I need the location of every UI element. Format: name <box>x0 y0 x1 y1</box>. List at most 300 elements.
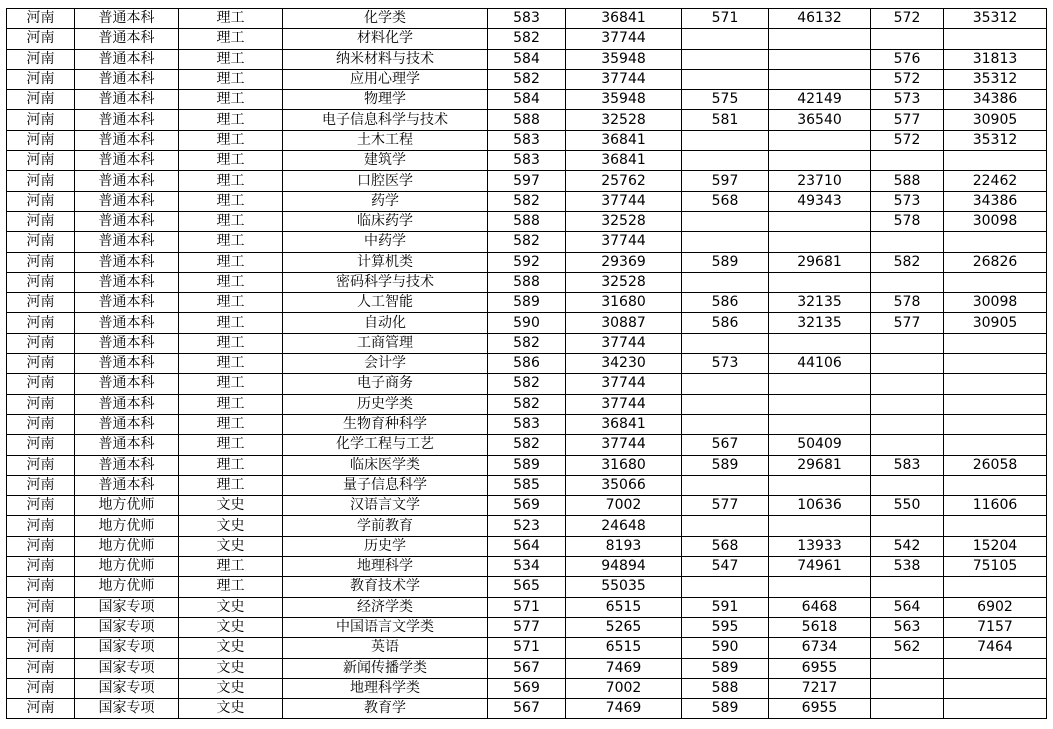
rank-2021-cell <box>944 516 1047 536</box>
province-cell: 河南 <box>7 211 75 231</box>
rank-2023-cell: 7469 <box>566 658 682 678</box>
score-2021-cell: 562 <box>871 638 944 658</box>
table-row <box>7 455 1047 475</box>
batch-type-cell: 普通本科 <box>75 211 179 231</box>
rank-2023-cell: 37744 <box>566 232 682 252</box>
major-cell: 临床药学 <box>283 211 488 231</box>
rank-2022-cell <box>769 414 871 434</box>
province-cell: 河南 <box>7 496 75 516</box>
rank-2021-cell <box>944 678 1047 698</box>
score-2021-cell <box>871 394 944 414</box>
score-2021-cell: 572 <box>871 9 944 29</box>
rank-2022-cell: 44106 <box>769 354 871 374</box>
batch-type-cell: 地方优师 <box>75 536 179 556</box>
score-2021-cell <box>871 414 944 434</box>
rank-2021-cell <box>944 414 1047 434</box>
rank-2021-cell <box>944 374 1047 394</box>
score-2022-cell <box>682 577 769 597</box>
score-2022-cell <box>682 333 769 353</box>
major-cell: 英语 <box>283 638 488 658</box>
major-cell: 应用心理学 <box>283 69 488 89</box>
batch-type-cell: 普通本科 <box>75 435 179 455</box>
province-cell: 河南 <box>7 557 75 577</box>
major-cell: 物理学 <box>283 90 488 110</box>
score-2021-cell: 583 <box>871 455 944 475</box>
rank-2023-cell: 37744 <box>566 374 682 394</box>
score-2022-cell: 589 <box>682 252 769 272</box>
score-2023-cell: 564 <box>488 536 566 556</box>
batch-type-cell: 国家专项 <box>75 638 179 658</box>
score-2022-cell: 595 <box>682 617 769 637</box>
table-row <box>7 475 1047 495</box>
score-2023-cell: 590 <box>488 313 566 333</box>
score-2022-cell: 589 <box>682 658 769 678</box>
table-row <box>7 394 1047 414</box>
subject-category-cell: 理工 <box>179 211 283 231</box>
rank-2021-cell: 30098 <box>944 293 1047 313</box>
batch-type-cell: 普通本科 <box>75 475 179 495</box>
score-2022-cell <box>682 29 769 49</box>
subject-category-cell: 理工 <box>179 435 283 455</box>
subject-category-cell: 理工 <box>179 557 283 577</box>
score-2022-cell: 577 <box>682 496 769 516</box>
score-2021-cell: 578 <box>871 211 944 231</box>
score-2023-cell: 586 <box>488 354 566 374</box>
rank-2021-cell: 6902 <box>944 597 1047 617</box>
batch-type-cell: 地方优师 <box>75 496 179 516</box>
score-2021-cell <box>871 333 944 353</box>
table-row <box>7 272 1047 292</box>
rank-2021-cell: 26826 <box>944 252 1047 272</box>
rank-2022-cell <box>769 374 871 394</box>
rank-2023-cell: 6515 <box>566 597 682 617</box>
subject-category-cell: 文史 <box>179 699 283 719</box>
subject-category-cell: 理工 <box>179 313 283 333</box>
rank-2022-cell: 32135 <box>769 313 871 333</box>
score-2021-cell <box>871 435 944 455</box>
rank-2022-cell: 5618 <box>769 617 871 637</box>
province-cell: 河南 <box>7 90 75 110</box>
rank-2022-cell: 6468 <box>769 597 871 617</box>
score-2022-cell <box>682 130 769 150</box>
major-cell: 历史学类 <box>283 394 488 414</box>
batch-type-cell: 普通本科 <box>75 151 179 171</box>
subject-category-cell: 文史 <box>179 597 283 617</box>
rank-2023-cell: 37744 <box>566 435 682 455</box>
table-row <box>7 29 1047 49</box>
subject-category-cell: 文史 <box>179 516 283 536</box>
score-2023-cell: 588 <box>488 110 566 130</box>
subject-category-cell: 理工 <box>179 151 283 171</box>
batch-type-cell: 地方优师 <box>75 577 179 597</box>
batch-type-cell: 普通本科 <box>75 130 179 150</box>
score-2023-cell: 569 <box>488 496 566 516</box>
table-row <box>7 69 1047 89</box>
table-row <box>7 313 1047 333</box>
batch-type-cell: 国家专项 <box>75 699 179 719</box>
rank-2023-cell: 31680 <box>566 293 682 313</box>
rank-2021-cell <box>944 354 1047 374</box>
batch-type-cell: 普通本科 <box>75 69 179 89</box>
rank-2022-cell: 23710 <box>769 171 871 191</box>
score-2021-cell: 542 <box>871 536 944 556</box>
province-cell: 河南 <box>7 658 75 678</box>
subject-category-cell: 理工 <box>179 110 283 130</box>
subject-category-cell: 文史 <box>179 617 283 637</box>
rank-2021-cell: 30905 <box>944 313 1047 333</box>
rank-2023-cell: 32528 <box>566 110 682 130</box>
score-2022-cell <box>682 232 769 252</box>
score-2023-cell: 583 <box>488 151 566 171</box>
table-row <box>7 191 1047 211</box>
rank-2023-cell: 37744 <box>566 394 682 414</box>
rank-2023-cell: 31680 <box>566 455 682 475</box>
rank-2021-cell <box>944 151 1047 171</box>
rank-2021-cell: 35312 <box>944 69 1047 89</box>
score-2021-cell: 577 <box>871 110 944 130</box>
rank-2021-cell <box>944 333 1047 353</box>
score-2021-cell: 572 <box>871 130 944 150</box>
subject-category-cell: 理工 <box>179 9 283 29</box>
score-2023-cell: 567 <box>488 658 566 678</box>
table-row <box>7 171 1047 191</box>
rank-2021-cell: 35312 <box>944 130 1047 150</box>
score-2021-cell <box>871 658 944 678</box>
rank-2022-cell: 50409 <box>769 435 871 455</box>
table-row <box>7 232 1047 252</box>
rank-2022-cell <box>769 49 871 69</box>
rank-2022-cell: 29681 <box>769 455 871 475</box>
score-2023-cell: 597 <box>488 171 566 191</box>
subject-category-cell: 理工 <box>179 577 283 597</box>
score-2022-cell: 575 <box>682 90 769 110</box>
major-cell: 建筑学 <box>283 151 488 171</box>
table-row <box>7 557 1047 577</box>
score-2022-cell: 591 <box>682 597 769 617</box>
rank-2022-cell: 74961 <box>769 557 871 577</box>
major-cell: 学前教育 <box>283 516 488 536</box>
subject-category-cell: 理工 <box>179 293 283 313</box>
table-row <box>7 577 1047 597</box>
subject-category-cell: 理工 <box>179 69 283 89</box>
score-2021-cell: 573 <box>871 191 944 211</box>
score-2021-cell: 582 <box>871 252 944 272</box>
rank-2021-cell: 26058 <box>944 455 1047 475</box>
rank-2022-cell <box>769 333 871 353</box>
major-cell: 电子信息科学与技术 <box>283 110 488 130</box>
rank-2021-cell: 35312 <box>944 9 1047 29</box>
score-2021-cell: 538 <box>871 557 944 577</box>
rank-2023-cell: 5265 <box>566 617 682 637</box>
rank-2021-cell <box>944 394 1047 414</box>
table-row <box>7 658 1047 678</box>
batch-type-cell: 地方优师 <box>75 557 179 577</box>
score-2023-cell: 567 <box>488 699 566 719</box>
province-cell: 河南 <box>7 313 75 333</box>
major-cell: 历史学 <box>283 536 488 556</box>
batch-type-cell: 普通本科 <box>75 232 179 252</box>
province-cell: 河南 <box>7 110 75 130</box>
subject-category-cell: 理工 <box>179 49 283 69</box>
province-cell: 河南 <box>7 475 75 495</box>
score-2021-cell <box>871 151 944 171</box>
score-2023-cell: 582 <box>488 435 566 455</box>
score-2021-cell <box>871 232 944 252</box>
score-2022-cell: 589 <box>682 455 769 475</box>
batch-type-cell: 普通本科 <box>75 293 179 313</box>
batch-type-cell: 普通本科 <box>75 110 179 130</box>
subject-category-cell: 理工 <box>179 333 283 353</box>
score-2021-cell <box>871 475 944 495</box>
rank-2022-cell: 6955 <box>769 658 871 678</box>
score-2023-cell: 582 <box>488 69 566 89</box>
province-cell: 河南 <box>7 394 75 414</box>
rank-2022-cell <box>769 69 871 89</box>
rank-2023-cell: 25762 <box>566 171 682 191</box>
major-cell: 计算机类 <box>283 252 488 272</box>
province-cell: 河南 <box>7 536 75 556</box>
major-cell: 新闻传播学类 <box>283 658 488 678</box>
rank-2021-cell <box>944 699 1047 719</box>
rank-2023-cell: 7002 <box>566 496 682 516</box>
batch-type-cell: 普通本科 <box>75 171 179 191</box>
score-2022-cell: 547 <box>682 557 769 577</box>
province-cell: 河南 <box>7 638 75 658</box>
major-cell: 自动化 <box>283 313 488 333</box>
rank-2022-cell <box>769 130 871 150</box>
rank-2023-cell: 36841 <box>566 130 682 150</box>
major-cell: 教育学 <box>283 699 488 719</box>
subject-category-cell: 理工 <box>179 354 283 374</box>
score-2022-cell <box>682 211 769 231</box>
province-cell: 河南 <box>7 293 75 313</box>
rank-2023-cell: 32528 <box>566 211 682 231</box>
province-cell: 河南 <box>7 414 75 434</box>
rank-2022-cell: 7217 <box>769 678 871 698</box>
subject-category-cell: 文史 <box>179 658 283 678</box>
rank-2021-cell <box>944 272 1047 292</box>
province-cell: 河南 <box>7 69 75 89</box>
province-cell: 河南 <box>7 171 75 191</box>
major-cell: 临床医学类 <box>283 455 488 475</box>
rank-2021-cell <box>944 232 1047 252</box>
rank-2023-cell: 94894 <box>566 557 682 577</box>
batch-type-cell: 普通本科 <box>75 252 179 272</box>
score-2023-cell: 582 <box>488 232 566 252</box>
province-cell: 河南 <box>7 191 75 211</box>
score-2022-cell: 588 <box>682 678 769 698</box>
rank-2022-cell: 49343 <box>769 191 871 211</box>
batch-type-cell: 普通本科 <box>75 272 179 292</box>
batch-type-cell: 普通本科 <box>75 455 179 475</box>
score-2023-cell: 589 <box>488 293 566 313</box>
rank-2023-cell: 37744 <box>566 29 682 49</box>
major-cell: 中国语言文学类 <box>283 617 488 637</box>
table-row <box>7 90 1047 110</box>
table-row <box>7 110 1047 130</box>
score-2021-cell: 576 <box>871 49 944 69</box>
rank-2023-cell: 36841 <box>566 414 682 434</box>
rank-2023-cell: 35066 <box>566 475 682 495</box>
score-2023-cell: 583 <box>488 130 566 150</box>
rank-2022-cell <box>769 394 871 414</box>
major-cell: 生物育种科学 <box>283 414 488 434</box>
batch-type-cell: 国家专项 <box>75 658 179 678</box>
subject-category-cell: 理工 <box>179 252 283 272</box>
score-2021-cell: 564 <box>871 597 944 617</box>
province-cell: 河南 <box>7 9 75 29</box>
score-2022-cell <box>682 414 769 434</box>
batch-type-cell: 普通本科 <box>75 374 179 394</box>
province-cell: 河南 <box>7 130 75 150</box>
table-row <box>7 617 1047 637</box>
major-cell: 中药学 <box>283 232 488 252</box>
table-row <box>7 293 1047 313</box>
score-2022-cell: 586 <box>682 293 769 313</box>
score-2021-cell: 563 <box>871 617 944 637</box>
subject-category-cell: 理工 <box>179 394 283 414</box>
rank-2021-cell <box>944 658 1047 678</box>
rank-2022-cell <box>769 272 871 292</box>
table-row <box>7 252 1047 272</box>
score-2023-cell: 592 <box>488 252 566 272</box>
score-2022-cell: 590 <box>682 638 769 658</box>
rank-2021-cell <box>944 435 1047 455</box>
batch-type-cell: 普通本科 <box>75 191 179 211</box>
score-2022-cell <box>682 374 769 394</box>
table-row <box>7 516 1047 536</box>
province-cell: 河南 <box>7 252 75 272</box>
rank-2022-cell: 13933 <box>769 536 871 556</box>
score-2021-cell <box>871 29 944 49</box>
subject-category-cell: 理工 <box>179 232 283 252</box>
province-cell: 河南 <box>7 49 75 69</box>
score-2023-cell: 582 <box>488 191 566 211</box>
score-2023-cell: 582 <box>488 394 566 414</box>
rank-2021-cell <box>944 577 1047 597</box>
rank-2023-cell: 37744 <box>566 191 682 211</box>
score-2023-cell: 584 <box>488 90 566 110</box>
rank-2023-cell: 8193 <box>566 536 682 556</box>
batch-type-cell: 普通本科 <box>75 9 179 29</box>
rank-2022-cell: 6955 <box>769 699 871 719</box>
rank-2022-cell <box>769 475 871 495</box>
score-2021-cell <box>871 354 944 374</box>
rank-2022-cell <box>769 211 871 231</box>
rank-2023-cell: 36841 <box>566 151 682 171</box>
rank-2022-cell: 32135 <box>769 293 871 313</box>
batch-type-cell: 国家专项 <box>75 617 179 637</box>
score-2021-cell: 572 <box>871 69 944 89</box>
batch-type-cell: 普通本科 <box>75 29 179 49</box>
rank-2023-cell: 36841 <box>566 9 682 29</box>
rank-2021-cell: 34386 <box>944 90 1047 110</box>
rank-2023-cell: 37744 <box>566 69 682 89</box>
score-2021-cell <box>871 516 944 536</box>
rank-2023-cell: 37744 <box>566 333 682 353</box>
table-row <box>7 374 1047 394</box>
province-cell: 河南 <box>7 699 75 719</box>
batch-type-cell: 普通本科 <box>75 49 179 69</box>
table-row <box>7 638 1047 658</box>
subject-category-cell: 理工 <box>179 171 283 191</box>
score-2021-cell <box>871 699 944 719</box>
score-2023-cell: 571 <box>488 638 566 658</box>
score-2022-cell <box>682 475 769 495</box>
rank-2022-cell: 10636 <box>769 496 871 516</box>
major-cell: 土木工程 <box>283 130 488 150</box>
province-cell: 河南 <box>7 617 75 637</box>
batch-type-cell: 普通本科 <box>75 333 179 353</box>
score-2021-cell: 577 <box>871 313 944 333</box>
rank-2021-cell: 31813 <box>944 49 1047 69</box>
batch-type-cell: 国家专项 <box>75 678 179 698</box>
batch-type-cell: 普通本科 <box>75 354 179 374</box>
rank-2022-cell <box>769 151 871 171</box>
major-cell: 纳米材料与技术 <box>283 49 488 69</box>
table-row <box>7 333 1047 353</box>
subject-category-cell: 理工 <box>179 29 283 49</box>
score-2023-cell: 582 <box>488 29 566 49</box>
admission-score-table <box>6 8 1047 719</box>
score-2021-cell: 550 <box>871 496 944 516</box>
major-cell: 汉语言文学 <box>283 496 488 516</box>
table-row <box>7 496 1047 516</box>
score-2021-cell <box>871 678 944 698</box>
rank-2021-cell <box>944 475 1047 495</box>
score-2023-cell: 582 <box>488 374 566 394</box>
table-body <box>7 9 1047 719</box>
table-row <box>7 49 1047 69</box>
score-2023-cell: 584 <box>488 49 566 69</box>
subject-category-cell: 理工 <box>179 90 283 110</box>
score-2022-cell <box>682 394 769 414</box>
score-2023-cell: 589 <box>488 455 566 475</box>
rank-2022-cell: 46132 <box>769 9 871 29</box>
rank-2023-cell: 35948 <box>566 90 682 110</box>
score-2023-cell: 523 <box>488 516 566 536</box>
score-2023-cell: 577 <box>488 617 566 637</box>
subject-category-cell: 文史 <box>179 496 283 516</box>
province-cell: 河南 <box>7 455 75 475</box>
rank-2021-cell: 7464 <box>944 638 1047 658</box>
province-cell: 河南 <box>7 597 75 617</box>
table-row <box>7 597 1047 617</box>
major-cell: 化学类 <box>283 9 488 29</box>
batch-type-cell: 普通本科 <box>75 90 179 110</box>
score-2022-cell <box>682 151 769 171</box>
province-cell: 河南 <box>7 29 75 49</box>
rank-2022-cell <box>769 29 871 49</box>
rank-2023-cell: 55035 <box>566 577 682 597</box>
rank-2023-cell: 6515 <box>566 638 682 658</box>
major-cell: 地理科学 <box>283 557 488 577</box>
major-cell: 电子商务 <box>283 374 488 394</box>
score-2021-cell <box>871 272 944 292</box>
score-2023-cell: 534 <box>488 557 566 577</box>
batch-type-cell: 普通本科 <box>75 394 179 414</box>
score-2023-cell: 582 <box>488 333 566 353</box>
table-row <box>7 130 1047 150</box>
score-2023-cell: 585 <box>488 475 566 495</box>
province-cell: 河南 <box>7 151 75 171</box>
score-2022-cell: 567 <box>682 435 769 455</box>
province-cell: 河南 <box>7 232 75 252</box>
rank-2022-cell <box>769 232 871 252</box>
rank-2021-cell: 11606 <box>944 496 1047 516</box>
major-cell: 材料化学 <box>283 29 488 49</box>
province-cell: 河南 <box>7 272 75 292</box>
